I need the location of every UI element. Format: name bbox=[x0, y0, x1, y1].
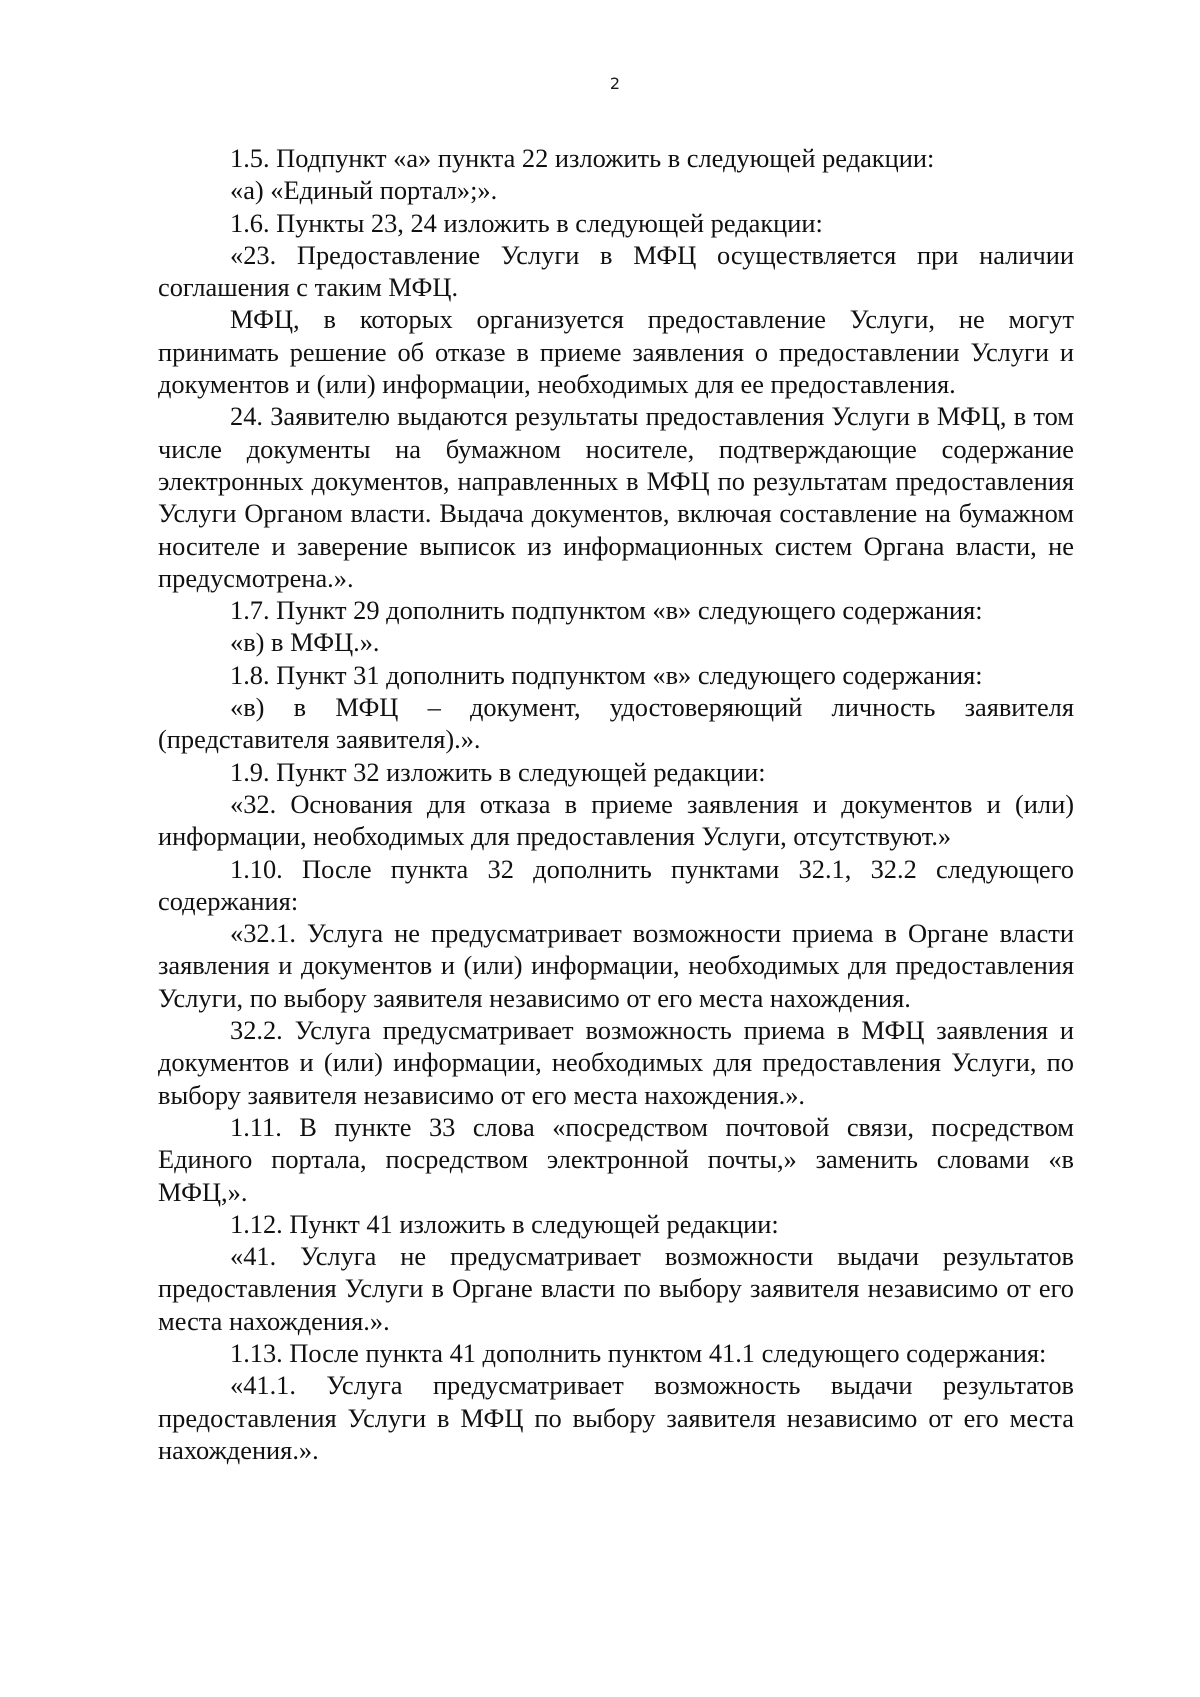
paragraph-1-5: 1.5. Подпункт «а» пункта 22 изложить в следующей редакции: bbox=[230, 143, 935, 173]
page-number: 2 bbox=[609, 74, 621, 93]
paragraph-point-41-1: «41.1. Услуга предусматривает возможность выдачи результатов предоставления Услуги в МФЦ по выбору заявителя независимо от его места нахождения.». bbox=[158, 1370, 1074, 1465]
paragraph-mfc-refusal: МФЦ, в которых организуется предоставление Услуги, не могут принимать решение об отказе в приеме заявления о предоставлении Услуги и документов и (или) информации, необходимых для ее предоставления. bbox=[158, 304, 1074, 400]
paragraph-1-12: 1.12. Пункт 41 изложить в следующей редакции: bbox=[230, 1208, 779, 1239]
paragraph-1-9: 1.9. Пункт 32 изложить в следующей редакции: bbox=[230, 756, 766, 787]
paragraph-point-24: 24. Заявителю выдаются результаты предоставления Услуги в МФЦ, в том числе документы на бумажном носителе, подтверждающие содержание электронных документов, направленных в МФЦ по результатам предоставления Услуги Органом власти. Выдача документов, включая составление на бумажном носителе и заверение выписок из информационных систем Органа власти, не предусмотрена.». bbox=[158, 401, 1074, 593]
paragraph-1-7: 1.7. Пункт 29 дополнить подпунктом «в» следующего содержания: bbox=[230, 595, 983, 626]
paragraph-point-32-2: 32.2. Услуга предусматривает возможность приема в МФЦ заявления и документов и (или) информации, необходимых для предоставления Услуги, по выбору заявителя независимо от его места нахождения.». bbox=[158, 1015, 1074, 1110]
paragraph-1-11: 1.11. В пункте 33 слова «посредством почтовой связи, посредством Единого портала, посредством электронной почты,» заменить словами «в МФЦ,». bbox=[158, 1111, 1074, 1207]
paragraph-1-13: 1.13. После пункта 41 дополнить пунктом 41.1 следующего содержания: bbox=[230, 1337, 1047, 1368]
paragraph-1-6: 1.6. Пункты 23, 24 изложить в следующей редакции: bbox=[230, 207, 823, 238]
document-body bbox=[158, 142, 1074, 1466]
paragraph-1-10: 1.10. После пункта 32 дополнить пунктами 32.1, 32.2 следующего содержания: bbox=[158, 853, 1074, 916]
paragraph-point-41: «41. Услуга не предусматривает возможности выдачи результатов предоставления Услуги в Органе власти по выбору заявителя независимо от его места нахождения.». bbox=[158, 1241, 1074, 1336]
paragraph-subpoint-v-29: «в) в МФЦ.». bbox=[230, 627, 380, 658]
paragraph-subpoint-v-31: «в) в МФЦ – документ, удостоверяющий личность заявителя (представителя заявителя).». bbox=[158, 692, 1074, 755]
paragraph-point-32-1: «32.1. Услуга не предусматривает возможности приема в Органе власти заявления и документов и (или) информации, необходимых для предоставления Услуги, по выбору заявителя независимо от его места нахождения. bbox=[158, 918, 1074, 1013]
paragraph-point-32: «32. Основания для отказа в приеме заявления и документов и (или) информации, необходимых для предоставления Услуги, отсутствуют.» bbox=[158, 788, 1074, 852]
paragraph-1-8: 1.8. Пункт 31 дополнить подпунктом «в» следующего содержания: bbox=[230, 659, 983, 690]
paragraph-subpoint-a: «а) «Единый портал»;». bbox=[230, 175, 498, 206]
paragraph-point-23: «23. Предоставление Услуги в МФЦ осуществляется при наличии соглашения с таким МФЦ. bbox=[158, 239, 1074, 303]
